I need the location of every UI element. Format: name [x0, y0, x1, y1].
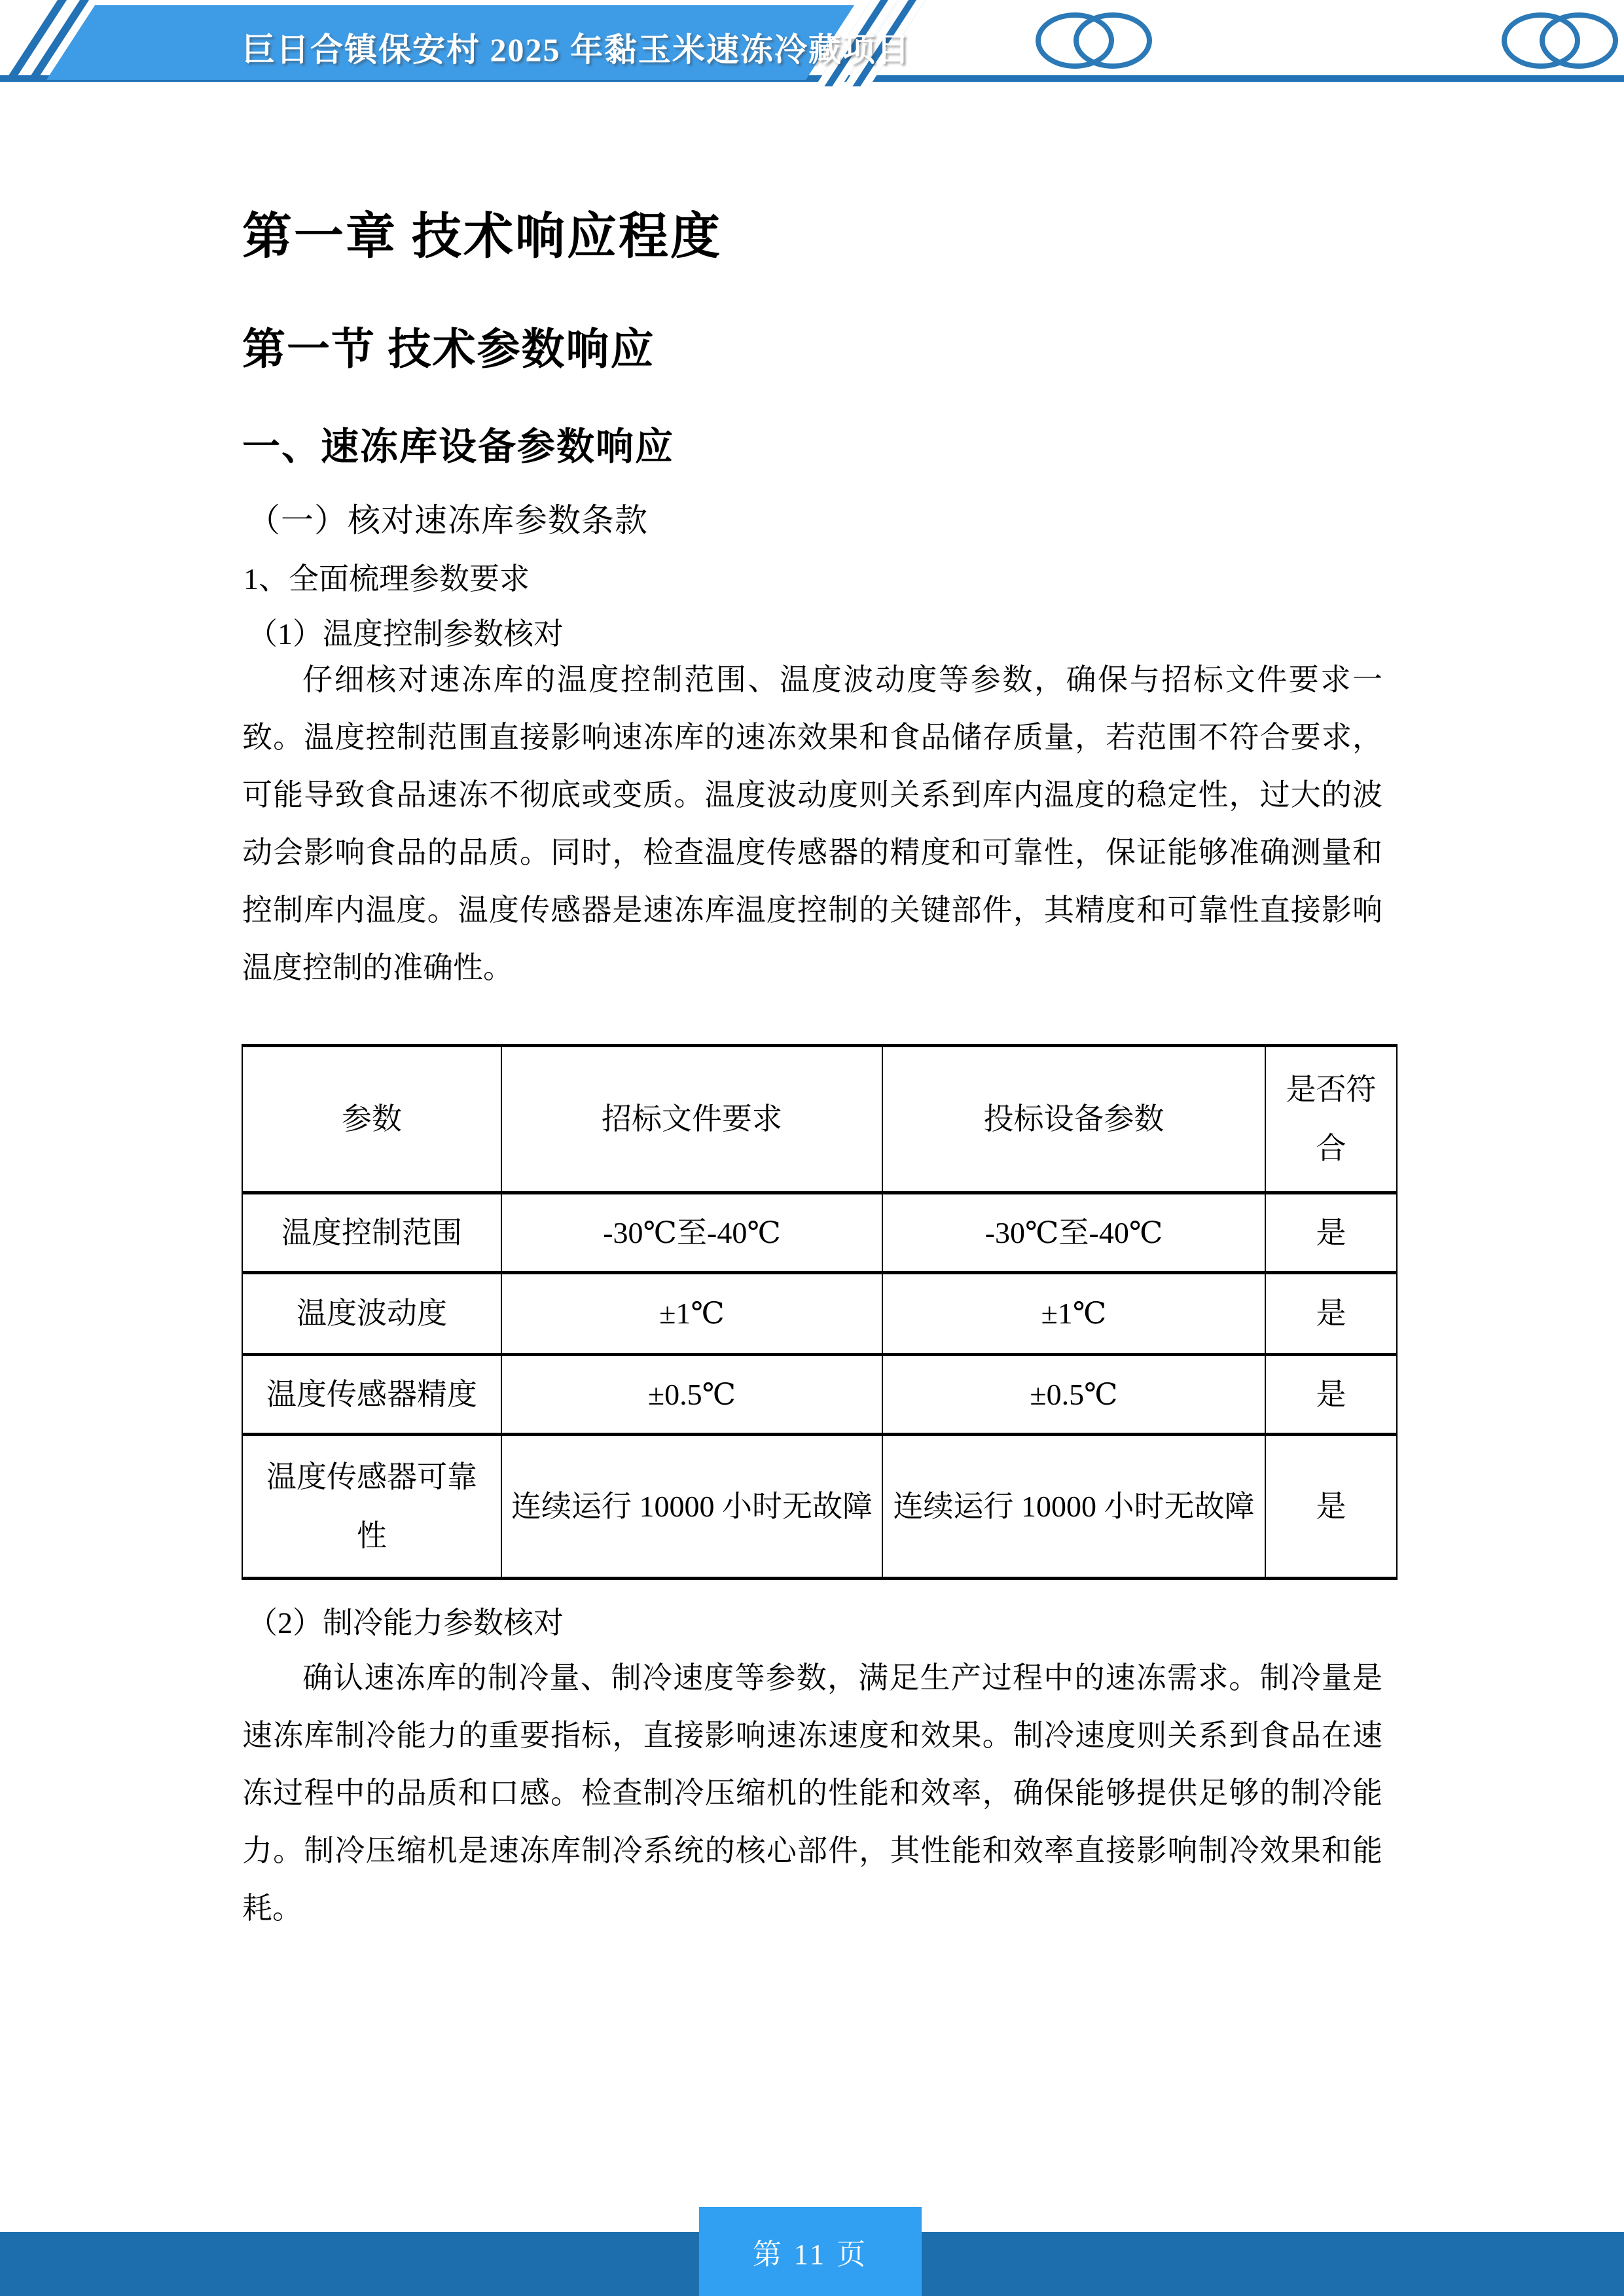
table-header-cell: 投标设备参数: [882, 1046, 1265, 1193]
double-rings-icon: [1074, 12, 1152, 69]
sub-item-heading: （一）核对速冻库参数条款: [247, 502, 648, 539]
double-rings-icon: [1540, 12, 1618, 69]
chapter-heading: 第一章 技术响应程度: [242, 209, 722, 264]
body-paragraph-1: 仔细核对速冻库的温度控制范围、温度波动度等参数，确保与招标文件要求一致。温度控制范围直接影响速冻库的速冻效果和食品储存质量，若范围不符合要求，可能导致食品速冻不彻底或变质。温度波动度则关系到库内温度的稳定性，过大的波动会影响食品的品质。同时，检查温度传感器的精度和可靠性，保证能够准确测量和控制库内温度。温度传感器是速冻库温度控制的关键部件，其精度和可靠性直接影响温度控制的准确性。: [242, 663, 1382, 984]
table-cell: 是: [1265, 1355, 1397, 1435]
table-cell: 连续运行 10000 小时无故障: [882, 1435, 1265, 1579]
table-header-row: [242, 1046, 1397, 1193]
parameter-table: [242, 1044, 1398, 1580]
table-cell: ±1℃: [882, 1273, 1265, 1355]
section-heading: 第一节 技术参数响应: [242, 326, 655, 374]
table-row: [242, 1355, 1397, 1435]
table-cell: 温度传感器可靠性: [242, 1435, 501, 1579]
table-cell: 温度传感器精度: [242, 1355, 501, 1435]
page-number-label: 第 11 页: [752, 2238, 869, 2270]
table-cell: -30℃至-40℃: [501, 1193, 882, 1273]
body-paragraph-2: 确认速冻库的制冷量、制冷速度等参数，满足生产过程中的速冻需求。制冷量是速冻库制冷能力的重要指标，直接影响速冻速度和效果。制冷速度则关系到食品在速冻过程中的品质和口感。检查制冷压缩机的性能和效率，确保能够提供足够的制冷能力。制冷压缩机是速冻库制冷系统的核心部件，其性能和效率直接影响制冷效果和能耗。: [242, 1661, 1382, 1925]
table-cell: 是: [1265, 1435, 1397, 1579]
point-heading: 1、全面梳理参数要求: [244, 562, 530, 596]
table-cell: 温度控制范围: [242, 1193, 501, 1273]
header-banner-title: 巨日合镇保安村 2025 年黏玉米速冻冷藏项目: [242, 31, 911, 68]
table-cell: 温度波动度: [242, 1273, 501, 1355]
table-cell: 连续运行 10000 小时无故障: [501, 1435, 882, 1579]
table-cell: 是: [1265, 1273, 1397, 1355]
table-cell: ±0.5℃: [882, 1355, 1265, 1435]
page-number-box: [699, 2207, 922, 2296]
clause-heading-1: （1）温度控制参数核对: [247, 617, 564, 651]
item-heading: 一、速冻库设备参数响应: [242, 425, 675, 468]
table-row: [242, 1273, 1397, 1355]
clause-heading-2: （2）制冷能力参数核对: [247, 1606, 564, 1640]
table-cell: ±1℃: [501, 1273, 882, 1355]
table-header-cell: 参数: [242, 1046, 501, 1193]
table-cell: 是: [1265, 1193, 1397, 1273]
table-row: [242, 1435, 1397, 1579]
table-cell: -30℃至-40℃: [882, 1193, 1265, 1273]
table-row: [242, 1193, 1397, 1273]
table-cell: ±0.5℃: [501, 1355, 882, 1435]
table-header-cell: 是否符合: [1265, 1046, 1397, 1193]
table-header-cell: 招标文件要求: [501, 1046, 882, 1193]
